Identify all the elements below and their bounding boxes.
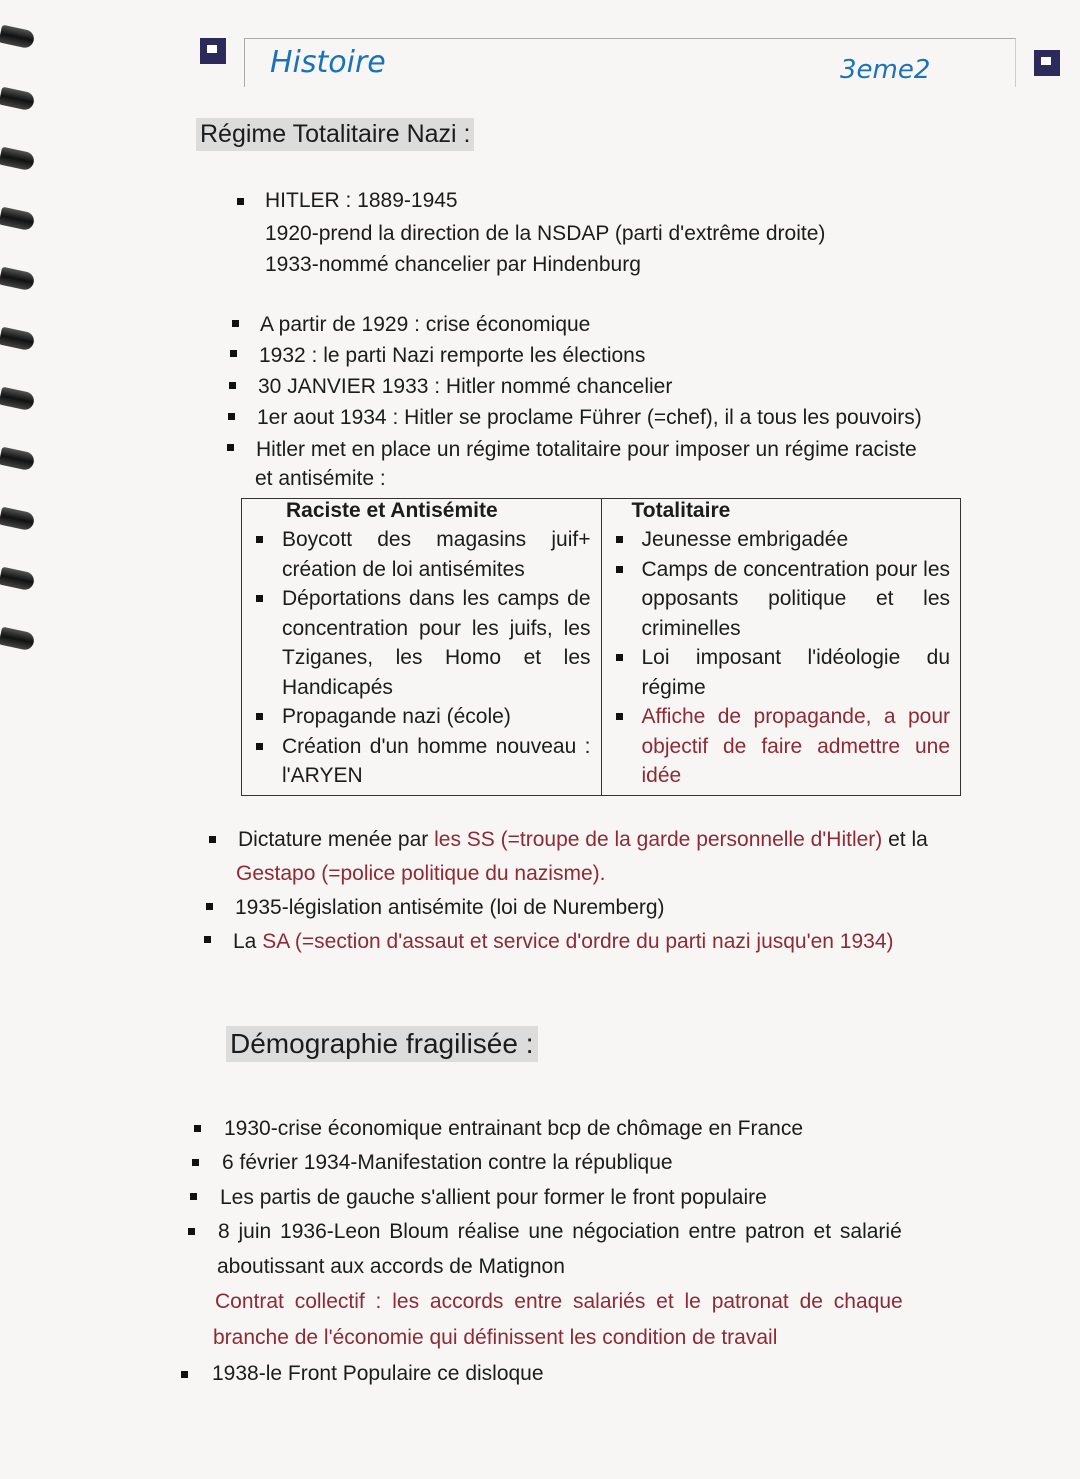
bullet <box>190 1193 197 1200</box>
bullet <box>206 903 213 910</box>
bullet <box>181 1371 188 1378</box>
bullet <box>230 350 237 357</box>
col-header: Raciste et Antisémite <box>286 499 498 522</box>
list-item: Jeunesse embrigadée <box>642 525 951 555</box>
text-line: 8 juin 1936-Leon Bloum réalise une négociation entre patron et salarié <box>218 1220 902 1243</box>
bullet <box>228 413 235 420</box>
comparison-table <box>241 498 961 796</box>
corner-mark-icon <box>200 38 226 64</box>
section-heading: Démographie fragilisée : <box>226 1026 538 1062</box>
bullet <box>192 1159 199 1166</box>
text-line: 1932 : le parti Nazi remporte les élections <box>259 344 646 367</box>
text: La <box>233 930 263 953</box>
bullet <box>237 198 244 205</box>
bullet <box>188 1228 195 1235</box>
text-line: 30 JANVIER 1933 : Hitler nommé chancelier <box>258 375 673 398</box>
text: Dictature menée par <box>238 828 435 851</box>
bullet <box>227 444 234 451</box>
text-line: 1920-prend la direction de la NSDAP (parti d'extrême droite) <box>265 222 826 245</box>
corner-mark-icon <box>1034 50 1060 76</box>
list-item: Loi imposant l'idéologie du régime <box>642 643 951 702</box>
col-racist <box>242 499 602 796</box>
list-item: Affiche de propagande, a pour objectif de faire admettre une idée <box>642 702 951 791</box>
col-header: Totalitaire <box>631 499 731 522</box>
text-line <box>238 828 928 852</box>
red-text: Contrat collectif : les accords entre salariés et le patronat de chaque <box>215 1290 903 1313</box>
text: et la <box>882 828 928 851</box>
text-line: et antisémite : <box>255 467 386 490</box>
bullet <box>209 836 216 843</box>
text-line: 1938-le Front Populaire ce disloque <box>212 1362 544 1385</box>
text-line: 6 février 1934-Manifestation contre la république <box>222 1151 673 1174</box>
list-item: Camps de concentration pour les opposants politique et les criminelles <box>642 555 951 644</box>
red-text: branche de l'économie qui définissent les condition de travail <box>213 1326 778 1349</box>
text-line: 1935-législation antisémite (loi de Nuremberg) <box>235 896 665 919</box>
red-text: les SS (=troupe de la garde personnelle d'Hitler) <box>434 828 883 851</box>
list-item: Propagande nazi (école) <box>282 702 591 732</box>
text-line: Les partis de gauche s'allient pour former le front populaire <box>220 1186 767 1209</box>
bullet <box>229 382 236 389</box>
text-line: 1er aout 1934 : Hitler se proclame Führer (=chef), il a tous les pouvoirs) <box>257 406 922 429</box>
red-text: SA (=section d'assaut et service d'ordre du parti nazi jusqu'en 1934) <box>262 930 894 953</box>
text-line: 1933-nommé chancelier par Hindenburg <box>265 253 641 276</box>
bullet <box>232 320 239 327</box>
list-item: Boycott des magasins juif+ création de loi antisémites <box>282 525 591 584</box>
text-line <box>233 930 894 954</box>
list-item: Création d'un homme nouveau : l'ARYEN <box>282 732 591 791</box>
red-text: Gestapo (=police politique du nazisme). <box>236 862 606 885</box>
bullet <box>204 936 211 943</box>
list-item: Déportations dans les camps de concentration pour les juifs, les Tziganes, les Homo et les Handicapés <box>282 584 591 702</box>
text-line: Hitler met en place un régime totalitaire pour imposer un régime raciste <box>256 438 917 461</box>
text-line: A partir de 1929 : crise économique <box>260 313 591 336</box>
section-heading: Régime Totalitaire Nazi : <box>196 118 474 151</box>
class-label: 3eme2 <box>840 55 931 85</box>
text-line: aboutissant aux accords de Matignon <box>217 1255 565 1278</box>
col-totalitarian <box>601 499 961 796</box>
text-line: HITLER : 1889-1945 <box>265 189 458 212</box>
text-line: 1930-crise économique entrainant bcp de chômage en France <box>224 1117 804 1140</box>
subject-title: Histoire <box>270 45 386 80</box>
bullet <box>194 1125 201 1132</box>
